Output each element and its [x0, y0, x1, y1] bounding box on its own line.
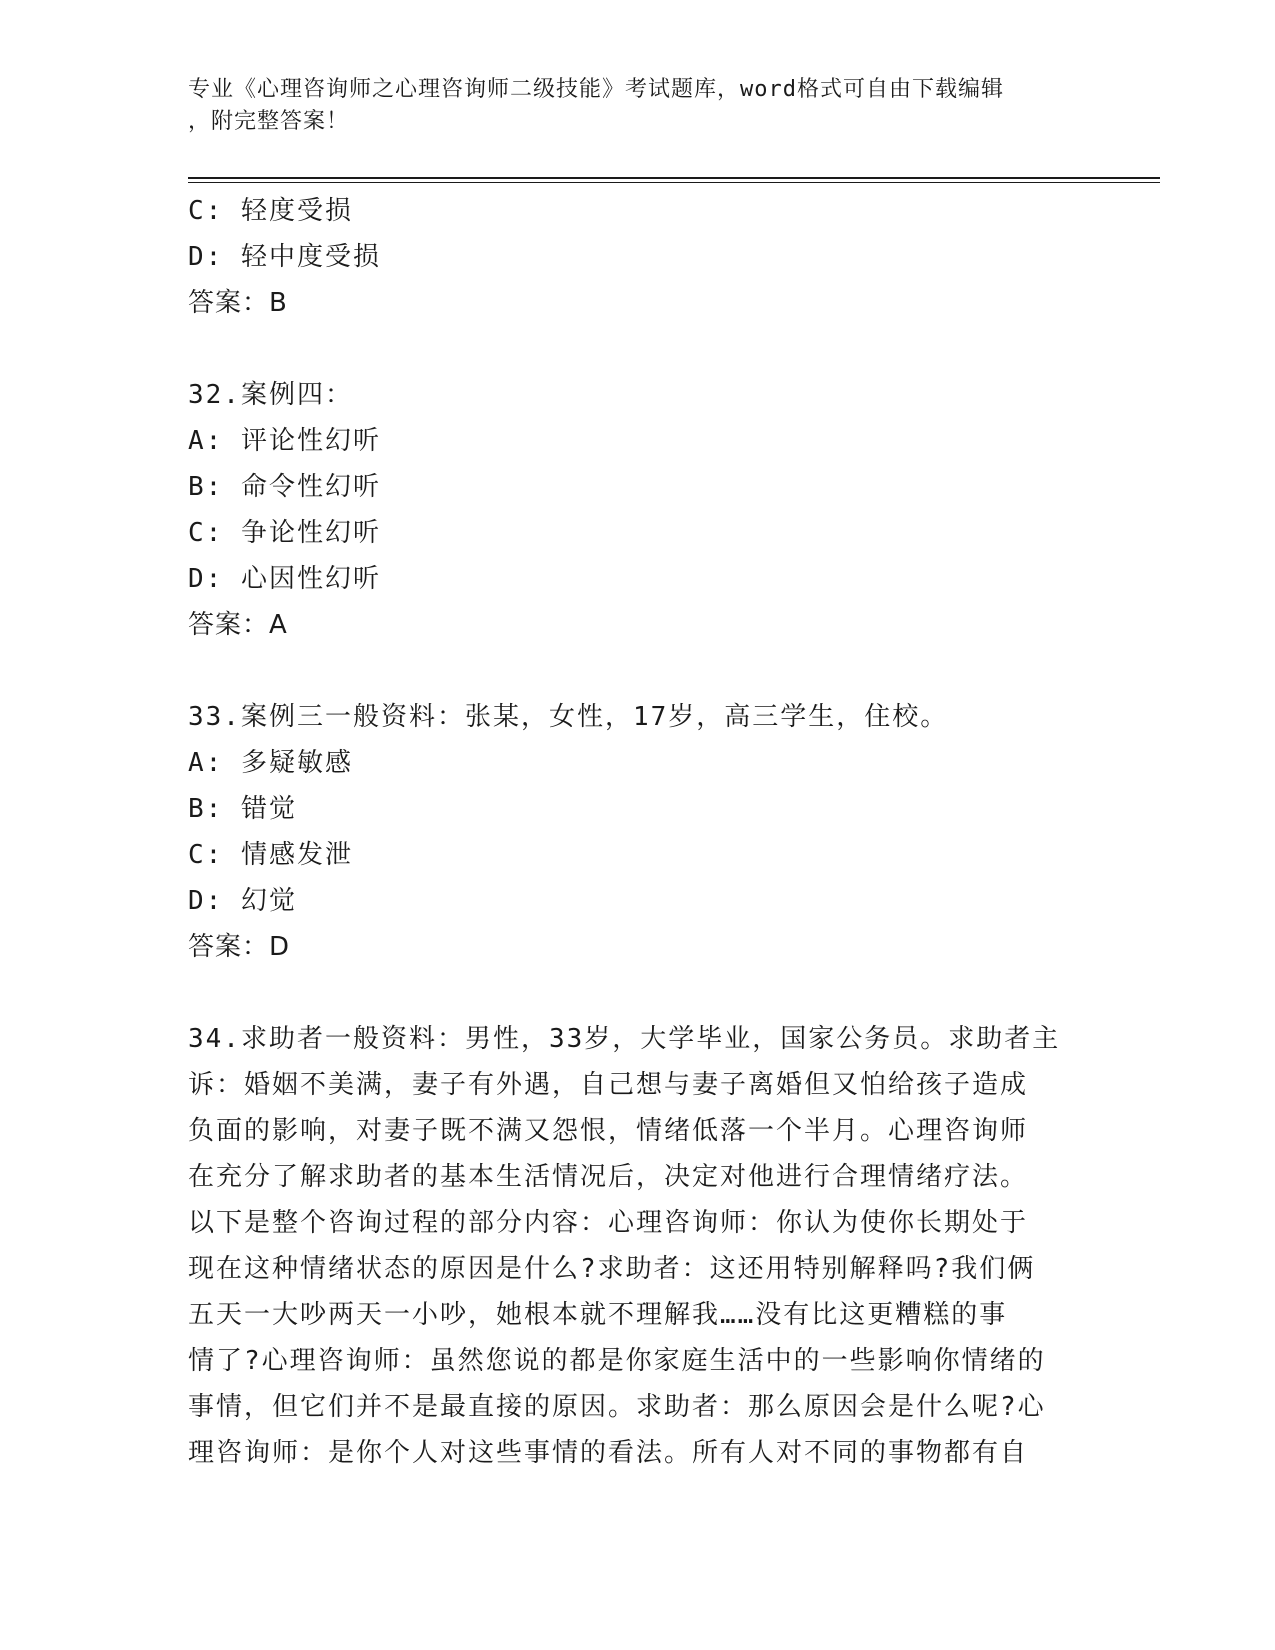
- q34-stem-line: 现在这种情绪状态的原因是什么?求助者：这还用特别解释吗?我们俩: [188, 1254, 1036, 1284]
- q34-stem-line: 34.求助者一般资料：男性，33岁，大学毕业，国家公务员。求助者主: [188, 1024, 1061, 1054]
- header-divider-thin: [188, 182, 1160, 183]
- q34-stem-line: 以下是整个咨询过程的部分内容：心理咨询师：你认为使你长期处于: [188, 1208, 1029, 1238]
- header-title-line-1: 专业《心理咨询师之心理咨询师二级技能》考试题库，word格式可自由下载编辑: [188, 77, 1004, 102]
- q34-stem-line: 五天一大吵两天一小吵，她根本就不理解我……没有比这更糟糕的事: [188, 1300, 1008, 1330]
- q32-option-c: C: 争论性幻听: [188, 518, 381, 548]
- q33-option-c: C: 情感发泄: [188, 840, 353, 870]
- q33-option-a: A: 多疑敏感: [188, 748, 353, 778]
- q33-answer: 答案：D: [188, 932, 291, 962]
- q34-stem-line: 诉：婚姻不美满，妻子有外遇，自己想与妻子离婚但又怕给孩子造成: [188, 1070, 1029, 1100]
- q31-option-c: C: 轻度受损: [188, 196, 353, 226]
- spacer: [188, 970, 1088, 1016]
- q33-stem: 33.案例三一般资料：张某，女性，17岁，高三学生，住校。: [188, 702, 949, 732]
- q32-answer: 答案：A: [188, 610, 288, 640]
- q34-stem-line: 情了?心理咨询师：虽然您说的都是你家庭生活中的一些影响你情绪的: [188, 1346, 1046, 1376]
- q34-stem-line: 事情，但它们并不是最直接的原因。求助者：那么原因会是什么呢?心: [188, 1392, 1046, 1422]
- q33-option-d: D: 幻觉: [188, 886, 297, 916]
- spacer: [188, 648, 1088, 694]
- q31-answer: 答案：B: [188, 288, 288, 318]
- question-content: [188, 188, 1088, 1476]
- q32-stem: 32.案例四：: [188, 380, 353, 410]
- q34-stem-line: 在充分了解求助者的基本生活情况后，决定对他进行合理情绪疗法。: [188, 1162, 1029, 1192]
- header-title-line-2: ，附完整答案！: [188, 109, 350, 134]
- header-divider-thick: [188, 177, 1160, 179]
- q34-stem-line: 理咨询师：是你个人对这些事情的看法。所有人对不同的事物都有自: [188, 1438, 1029, 1468]
- q34-stem: [188, 1016, 1088, 1476]
- q32-option-b: B: 命令性幻听: [188, 472, 381, 502]
- q33-option-b: B: 错觉: [188, 794, 297, 824]
- q34-stem-line: 负面的影响，对妻子既不满又怨恨，情绪低落一个半月。心理咨询师: [188, 1116, 1029, 1146]
- spacer: [188, 326, 1088, 372]
- q31-option-d: D: 轻中度受损: [188, 242, 381, 272]
- document-header: [188, 74, 1068, 138]
- q32-option-d: D: 心因性幻听: [188, 564, 381, 594]
- q32-option-a: A: 评论性幻听: [188, 426, 381, 456]
